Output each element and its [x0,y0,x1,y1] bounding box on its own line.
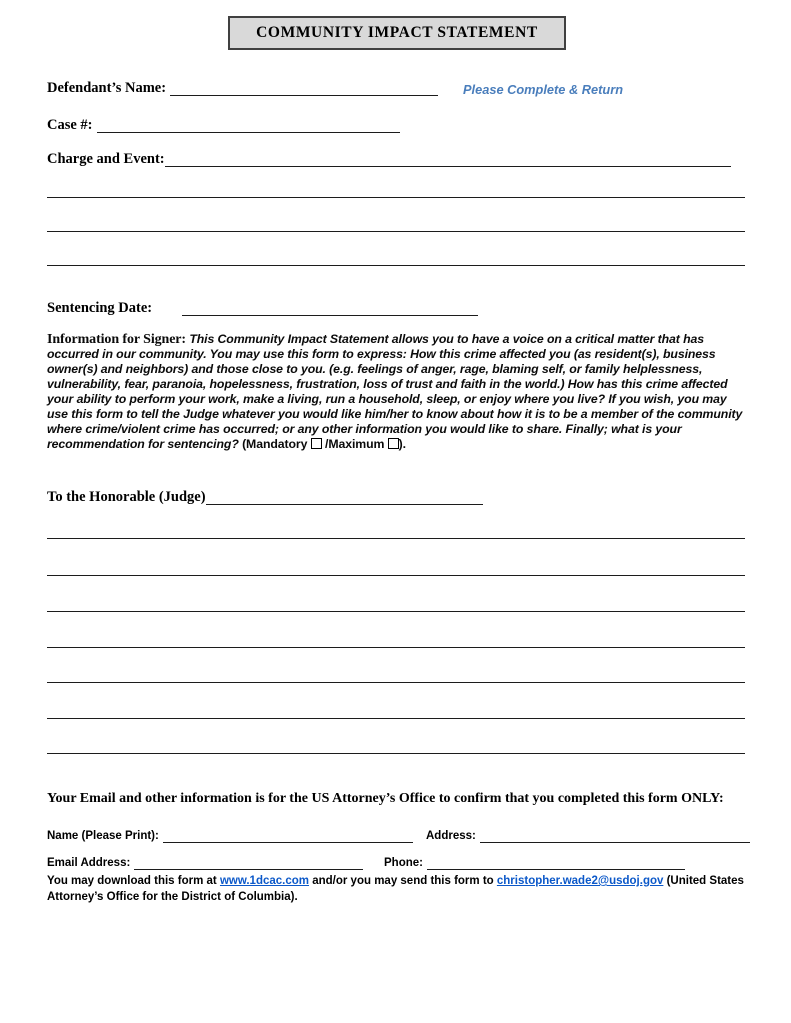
charge-event-field[interactable] [165,152,731,167]
information-for-signer-body: This Community Impact Statement allows you to have a voice on a critical matter that has occurred in our community. You may use this form to express: How this crime affected you (as resident(s), business owner(s) and neighbors) and those close to you. (e.g. feelings of anger, rage, blaming self, or family helplessness, vulnerability, fear, paranoia, hopelessness, frustration, loss of trust and faith in the world.) How has this crime affected your ability to perform your work, make a living, run a household, sleep, or enjoy where you live? If you wish, you may use this form to tell the Judge whatever you would like him/her to know about how it is to be a member of the community where crime/violent crime has occurred; or any other information you would like to share. Finally; what is your recommendation for sentencing? [47,332,743,451]
mandatory-checkbox[interactable] [311,438,322,449]
email-phone-row [0,856,791,872]
statement-line[interactable] [47,682,745,683]
statement-line[interactable] [47,575,745,576]
statement-line[interactable] [47,538,745,539]
sentencing-date-row [47,300,478,316]
judge-row [47,489,483,505]
name-print-field[interactable] [163,831,413,843]
statement-line[interactable] [47,753,745,754]
charge-continuation-line[interactable] [47,197,745,198]
statement-line[interactable] [47,647,745,648]
information-for-signer-paragraph [47,332,749,452]
sentencing-suffix: ). [398,437,406,451]
address-label: Address: [426,830,476,842]
maximum-label: /Maximum [325,437,385,451]
please-complete-return-note: Please Complete & Return [463,82,624,97]
defendant-name-field[interactable] [170,81,438,96]
email-address-field[interactable] [134,858,363,870]
footer-part1: You may download this form at [47,875,217,887]
statement-line[interactable] [47,718,745,719]
name-address-row [0,829,791,845]
email-address-label: Email Address: [47,857,131,869]
sentencing-date-field[interactable] [182,301,478,316]
phone-field[interactable] [427,858,685,870]
footer-part3: (United States Attorney’s Office for the District of Columbia). [47,875,744,903]
name-print-label: Name (Please Print): [47,830,159,842]
judge-label: To the Honorable (Judge) [47,489,206,505]
case-number-row [47,117,400,133]
contact-section-heading: Your Email and other information is for the US Attorney’s Office to confirm that you completed this form ONLY: [47,791,724,806]
charge-continuation-line[interactable] [47,265,745,266]
defendant-name-label: Defendant’s Name: [47,80,167,96]
download-link[interactable]: www.1dcac.com [219,875,310,887]
case-number-field[interactable] [97,118,400,133]
charge-continuation-line[interactable] [47,231,745,232]
judge-name-field[interactable] [206,490,483,505]
mandatory-label: (Mandatory [242,437,308,451]
sentencing-date-label: Sentencing Date: [47,300,153,316]
defendant-name-row [47,80,438,96]
address-field[interactable] [480,831,750,843]
case-number-label: Case #: [47,117,93,133]
statement-line[interactable] [47,611,745,612]
footer-part2: and/or you may send this form to [312,875,494,887]
charge-event-label: Charge and Event: [47,151,165,167]
email-link[interactable]: christopher.wade2@usdoj.gov [496,875,664,887]
form-title-box [228,16,566,50]
charge-event-row [47,151,731,167]
form-title: COMMUNITY IMPACT STATEMENT [256,24,538,41]
maximum-checkbox[interactable] [388,438,399,449]
information-for-signer-label: Information for Signer: [47,332,186,347]
phone-label: Phone: [384,857,423,869]
footer-instructions [47,874,747,905]
